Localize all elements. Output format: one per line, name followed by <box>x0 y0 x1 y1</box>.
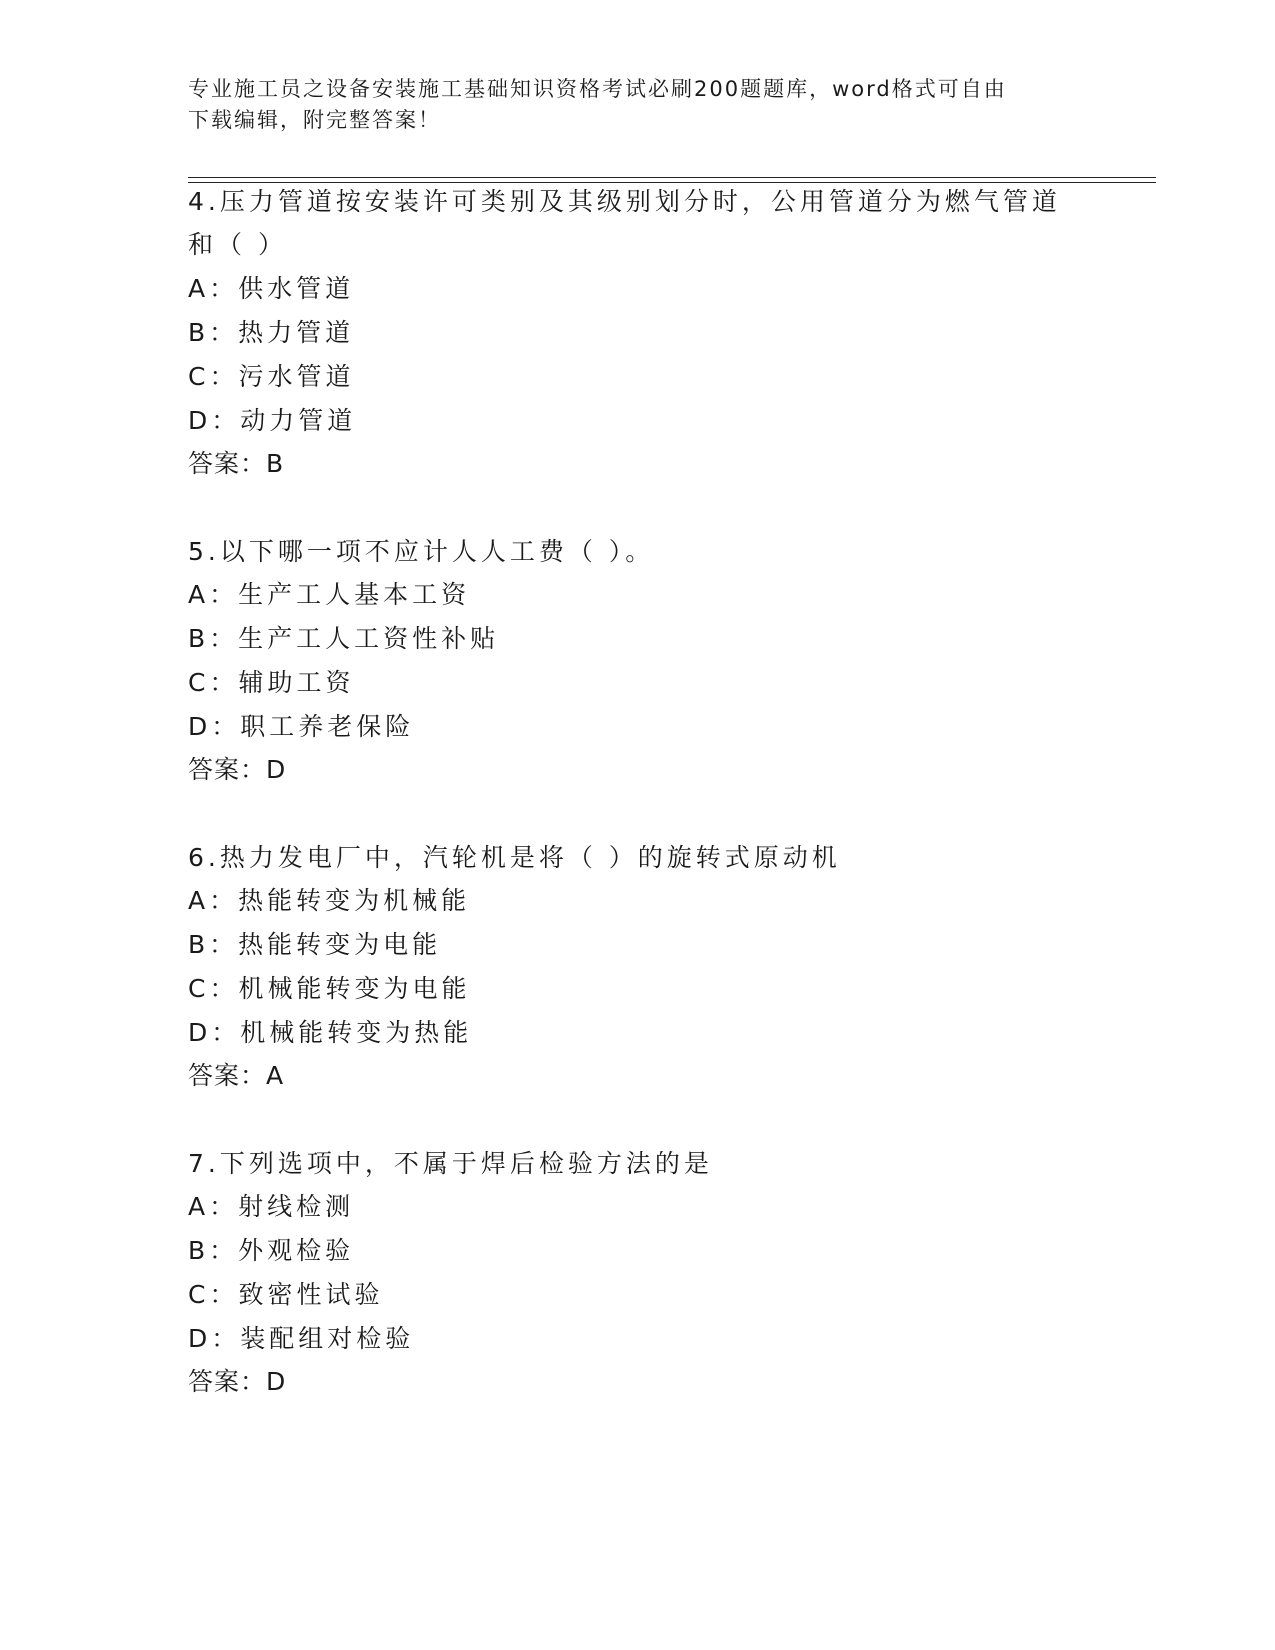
answer-line: 答案：D <box>188 1367 287 1396</box>
answer-line: 答案：D <box>188 755 287 784</box>
question-stem: 5.以下哪一项不应计人人工费（ ）。 <box>188 537 655 566</box>
header-divider-bottom <box>188 182 1156 183</box>
option-c: C：污水管道 <box>188 362 355 391</box>
option-a: A：热能转变为机械能 <box>188 886 471 915</box>
option-c: C：机械能转变为电能 <box>188 974 471 1003</box>
question-stem: 7.下列选项中，不属于焊后检验方法的是 <box>188 1149 713 1178</box>
option-b: B：热力管道 <box>188 318 355 347</box>
option-c: C：辅助工资 <box>188 668 355 697</box>
option-b: B：外观检验 <box>188 1236 355 1265</box>
header-line-1: 专业施工员之设备安装施工基础知识资格考试必刷200题题库，word格式可自由 <box>188 77 1007 101</box>
option-d: D：动力管道 <box>188 406 357 435</box>
option-b: B：热能转变为电能 <box>188 930 442 959</box>
option-a: A：生产工人基本工资 <box>188 580 471 609</box>
option-b: B：生产工人工资性补贴 <box>188 624 500 653</box>
header-line-2: 下载编辑，附完整答案！ <box>188 108 441 132</box>
document-header <box>188 74 1088 136</box>
question-stem: 4.压力管道按安装许可类别及其级别划分时，公用管道分为燃气管道 <box>188 187 1061 216</box>
question-stem-continued: 和（ ） <box>188 230 287 259</box>
option-a: A：供水管道 <box>188 274 355 303</box>
answer-line: 答案：A <box>188 1061 285 1090</box>
question-stem: 6.热力发电厂中，汽轮机是将（ ）的旋转式原动机 <box>188 843 841 872</box>
answer-line: 答案：B <box>188 449 285 478</box>
option-d: D：职工养老保险 <box>188 712 415 741</box>
option-a: A：射线检测 <box>188 1192 355 1221</box>
option-d: D：机械能转变为热能 <box>188 1018 473 1047</box>
option-d: D：装配组对检验 <box>188 1324 415 1353</box>
header-divider-top <box>188 177 1156 178</box>
option-c: C：致密性试验 <box>188 1280 384 1309</box>
